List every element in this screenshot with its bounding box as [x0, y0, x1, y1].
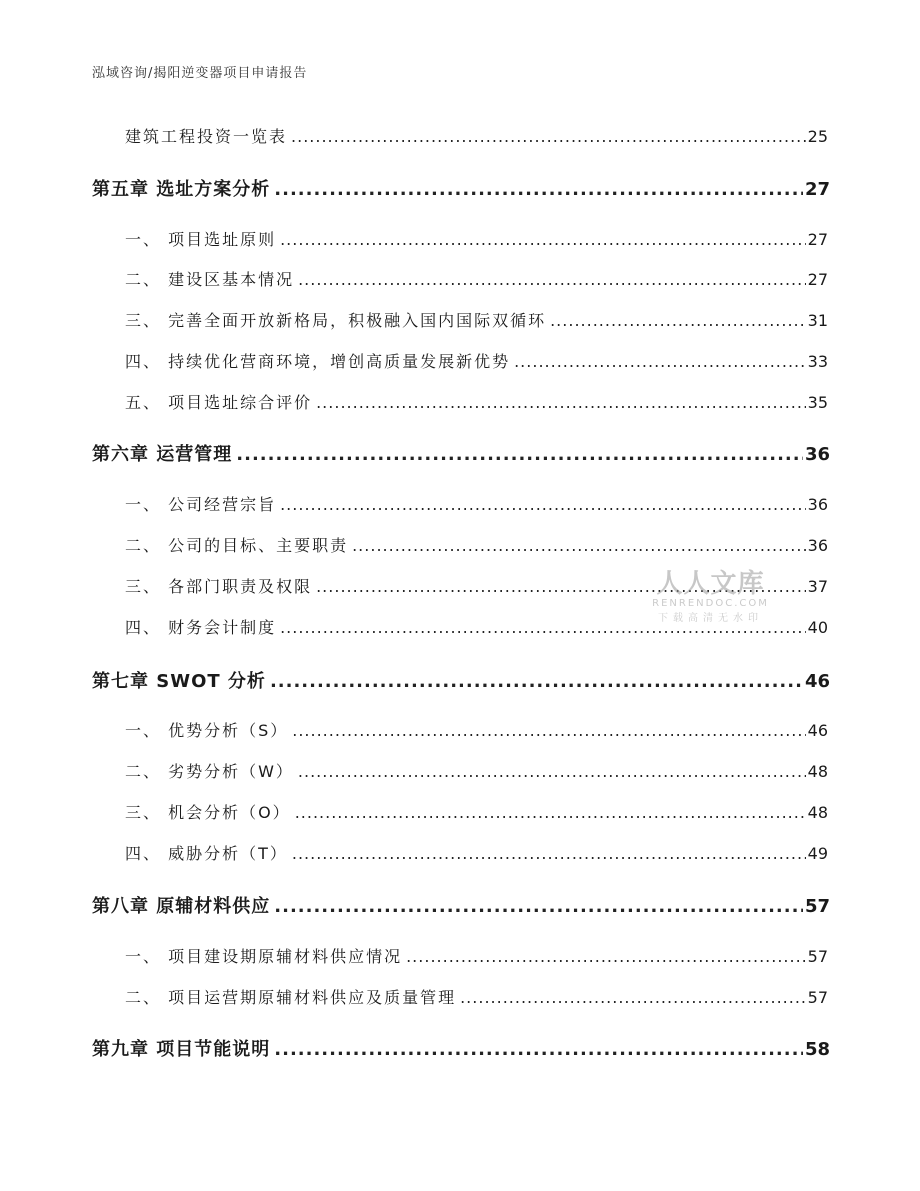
dot-leader: [460, 988, 806, 1007]
toc-entry-title: 三、 各部门职责及权限: [125, 577, 313, 596]
watermark: [648, 563, 773, 624]
dot-leader: [274, 896, 803, 917]
dot-leader: [274, 179, 803, 200]
toc-chapter-page: 58: [804, 1039, 830, 1060]
toc-entry-title: 五、 项目选址综合评价: [125, 393, 313, 412]
dot-leader: [514, 352, 806, 371]
toc-entry-page: 36: [807, 536, 828, 555]
toc-entry-title: 一、 公司经营宗旨: [125, 495, 277, 514]
dot-leader: [298, 762, 806, 781]
toc-entry-title: 三、 机会分析（O）: [125, 803, 291, 822]
toc-entry-title: 一、 优势分析（S）: [125, 721, 289, 740]
dot-leader: [280, 495, 806, 514]
toc-chapter-page: 46: [804, 671, 830, 692]
dot-leader: [291, 127, 806, 146]
toc-chapter-page: 27: [804, 179, 830, 200]
toc-chapter-title: 第七章 SWOT 分析: [92, 671, 266, 692]
toc-entry[interactable]: [0, 759, 920, 782]
dot-leader: [270, 671, 803, 692]
toc-entry-page: 27: [807, 230, 828, 249]
toc-entry-page: 57: [807, 947, 828, 966]
toc-entry[interactable]: [0, 944, 920, 967]
toc-chapter-title: 第六章 运营管理: [92, 444, 233, 465]
toc-entry-title: 一、 项目选址原则: [125, 230, 277, 249]
dot-leader: [292, 844, 806, 863]
toc-chapter-page: 36: [804, 444, 830, 465]
toc-entry-page: 33: [807, 352, 828, 371]
toc-entry-page: 27: [807, 270, 828, 289]
toc-entry-page: 35: [807, 393, 828, 412]
toc-entry[interactable]: [0, 267, 920, 290]
toc-entry[interactable]: [0, 124, 920, 147]
toc-entry-title: 四、 威胁分析（T）: [125, 844, 288, 863]
toc-entry-title: 二、 劣势分析（W）: [125, 762, 294, 781]
dot-leader: [292, 721, 805, 740]
toc-entry-title: 四、 持续优化营商环境，增创高质量发展新优势: [125, 352, 511, 371]
toc-entry-page: 31: [807, 311, 828, 330]
toc-entry-title: 四、 财务会计制度: [125, 618, 277, 637]
running-header: 泓域咨询/揭阳逆变器项目申请报告: [92, 66, 308, 81]
toc-entry[interactable]: [0, 841, 920, 864]
toc-entry-page: 48: [807, 803, 828, 822]
dot-leader: [295, 803, 806, 822]
toc-entry[interactable]: [0, 349, 920, 372]
dot-leader: [236, 444, 803, 465]
toc-entry[interactable]: [0, 492, 920, 515]
toc-entry-title: 三、 完善全面开放新格局，积极融入国内国际双循环: [125, 311, 547, 330]
dot-leader: [280, 230, 806, 249]
toc-entry-page: 36: [807, 495, 828, 514]
toc-entry[interactable]: [0, 800, 920, 823]
dot-leader: [352, 536, 806, 555]
toc-entry[interactable]: [0, 533, 920, 556]
toc-chapter-title: 第九章 项目节能说明: [92, 1039, 271, 1060]
toc-chapter[interactable]: [0, 1035, 920, 1061]
dot-leader: [316, 393, 806, 412]
toc-chapter[interactable]: [0, 667, 920, 693]
toc-chapter[interactable]: [0, 440, 920, 466]
toc-entry[interactable]: [0, 985, 920, 1008]
toc-entry[interactable]: [0, 390, 920, 413]
toc-chapter[interactable]: [0, 175, 920, 201]
toc-entry[interactable]: [0, 308, 920, 331]
toc-entry-title: 二、 项目运营期原辅材料供应及质量管理: [125, 988, 457, 1007]
dot-leader: [406, 947, 806, 966]
toc-entry-title: 二、 公司的目标、主要职责: [125, 536, 349, 555]
toc-entry-page: 37: [807, 577, 828, 596]
dot-leader: [550, 311, 806, 330]
toc-entry-title: 一、 项目建设期原辅材料供应情况: [125, 947, 403, 966]
toc-chapter-title: 第五章 选址方案分析: [92, 179, 271, 200]
toc-entry-page: 48: [807, 762, 828, 781]
toc-entry-page: 49: [807, 844, 828, 863]
toc-chapter-page: 57: [804, 896, 830, 917]
toc-entry-page: 46: [807, 721, 828, 740]
toc-chapter[interactable]: [0, 892, 920, 918]
watermark-title: 人人文库: [656, 569, 765, 599]
toc-entry-title: 建筑工程投资一览表: [125, 127, 288, 146]
toc-chapter-title: 第八章 原辅材料供应: [92, 896, 271, 917]
toc-entry[interactable]: [0, 615, 920, 638]
dot-leader: [274, 1039, 803, 1060]
dot-leader: [298, 270, 806, 289]
toc-entry-title: 二、 建设区基本情况: [125, 270, 295, 289]
toc-entry[interactable]: [0, 574, 920, 597]
watermark-subtitle: 下载高清无水印: [658, 613, 763, 624]
watermark-domain: RENRENDOC.COM: [652, 598, 769, 609]
toc-entry-page: 57: [807, 988, 828, 1007]
toc-entry-page: 40: [807, 618, 828, 637]
toc-entry-page: 25: [807, 127, 828, 146]
toc-entry[interactable]: [0, 718, 920, 741]
toc-entry[interactable]: [0, 227, 920, 250]
